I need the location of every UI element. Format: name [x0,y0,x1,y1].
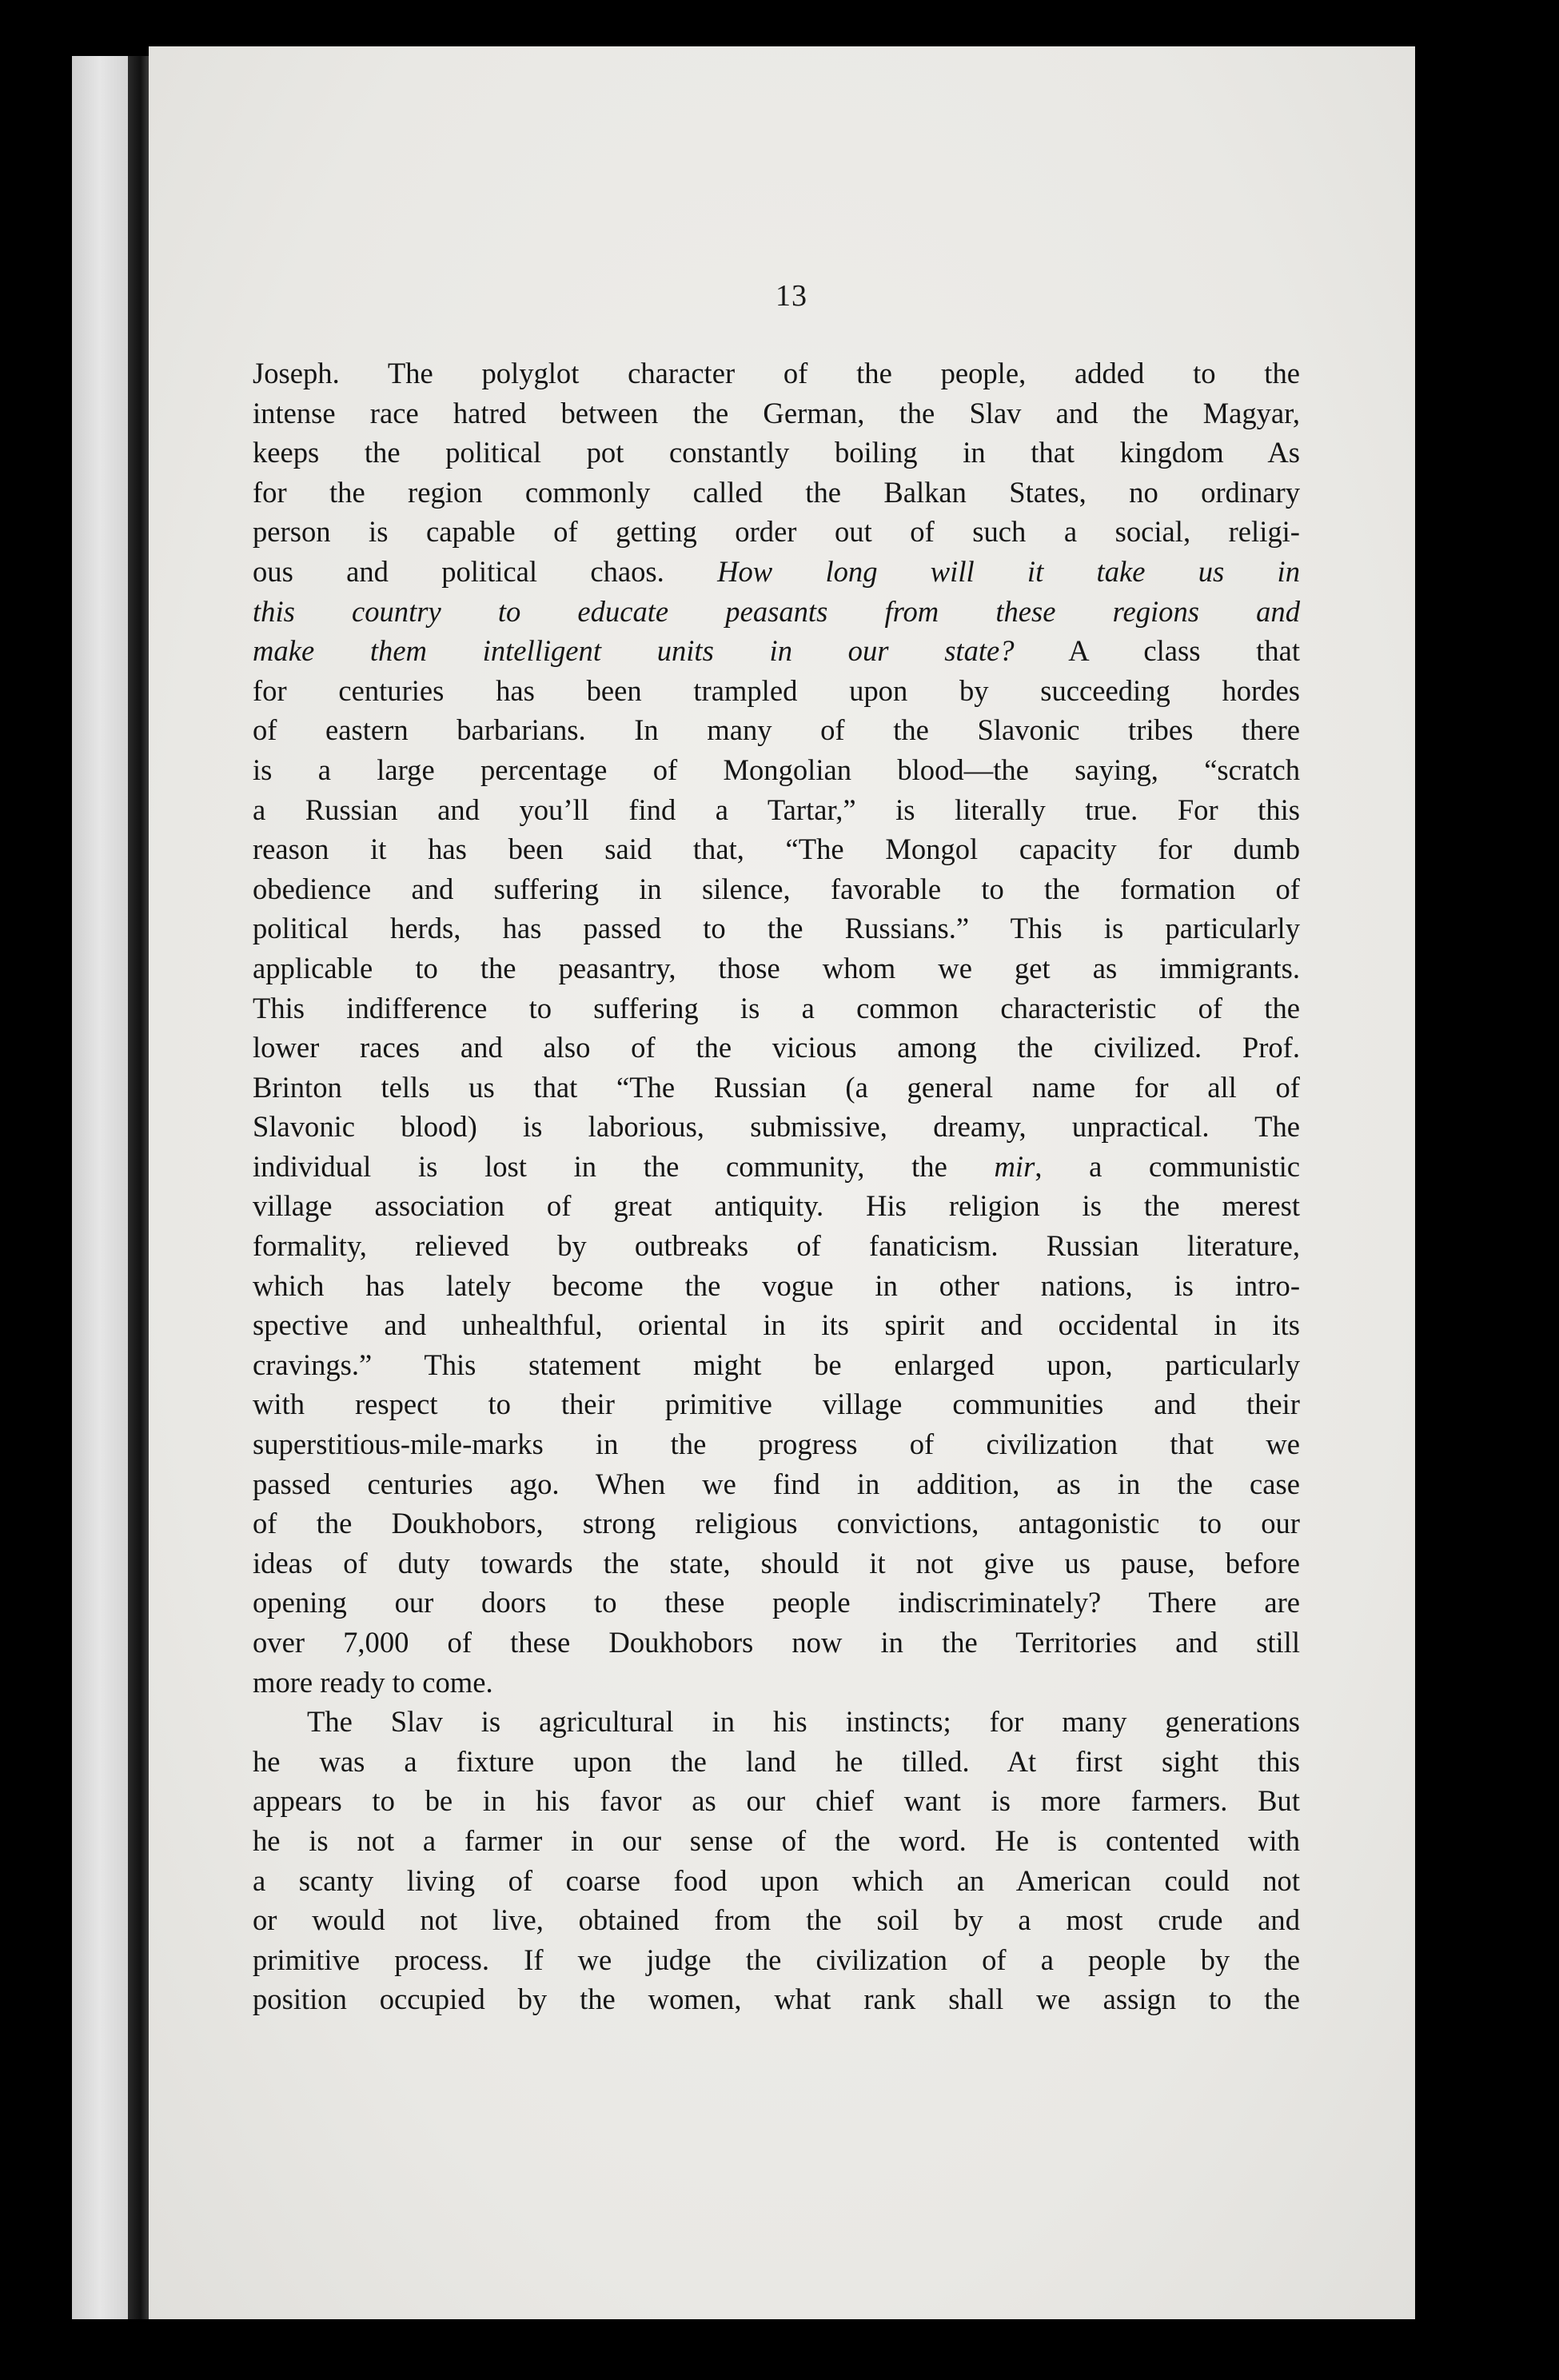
text-run: a Russian and you’ll find a Tartar,” is literally true. For this [253,793,1300,826]
text-run: appears to be in his favor as our chief want is more farmers. But [253,1784,1300,1818]
page-number: 13 [776,279,807,313]
text-line [253,1384,1300,1424]
text-run: with respect to their primitive village communities and their [253,1388,1300,1421]
text-line [253,1821,1300,1861]
text-run: cravings.” This statement might be enlarged upon, particularly [253,1348,1300,1381]
text-run: The Slav is agricultural in his instincts; for many generations [307,1705,1300,1739]
text-line [253,710,1300,750]
text-run: over 7,000 of these Doukhobors now in the Territories and still [253,1626,1300,1659]
text-line [253,631,1300,671]
text-run: passed centuries ago. When we find in addition, as in the case [253,1467,1300,1500]
text-line [253,552,1300,592]
text-line [253,1305,1300,1345]
text-run: ideas of duty towards the state, should it not give us pause, before [253,1546,1300,1579]
text-run: A class that [1014,634,1301,668]
text-run: of eastern barbarians. In many of the Slavonic tribes there [253,713,1300,747]
text-run: individual is lost in the community, the [253,1149,995,1183]
text-line [253,1068,1300,1108]
text-line [253,1543,1300,1583]
text-line [253,1345,1300,1385]
text-line [253,829,1300,869]
text-line [253,908,1300,948]
text-run: of the Doukhobors, strong religious convictions, antagonistic to our [253,1507,1300,1540]
text-run: or would not live, obtained from the soil by a most crude and [253,1903,1300,1937]
text-run: intense race hatred between the German, the Slav and the Magyar, [253,396,1300,429]
text-run: person is capable of getting order out of such a social, religi- [253,515,1300,549]
text-run: Slavonic blood) is laborious, submissive, dreamy, unpractical. The [253,1110,1300,1144]
text-line [253,869,1300,909]
text-line [253,1900,1300,1940]
text-line [253,1623,1300,1663]
text-run: primitive process. If we judge the civilization of a people by the [253,1943,1300,1976]
text-line [253,1424,1300,1464]
text-line [253,1583,1300,1623]
paragraph [253,353,1300,1702]
text-run: spective and unhealthful, oriental in its spirit and occidental in its [253,1308,1300,1342]
text-run: which has lately become the vogue in other nations, is intro- [253,1268,1300,1302]
text-run: superstitious-mile-marks in the progress of civilization that we [253,1428,1300,1461]
text-line [253,790,1300,830]
text-run: for the region commonly called the Balkan States, no ordinary [253,475,1300,509]
text-run: position occupied by the women, what rank shall we assign to the [253,1983,1300,2016]
text-line [253,1028,1300,1068]
text-run: opening our doors to these people indiscriminately? There are [253,1586,1300,1619]
text-line [253,353,1300,393]
text-line [253,1940,1300,1980]
text-line [253,1226,1300,1266]
body-text [253,353,1300,2019]
text-run: village association of great antiquity. His religion is the merest [253,1189,1300,1223]
text-run: he is not a farmer in our sense of the word. He is contented with [253,1823,1300,1857]
text-line [253,750,1300,790]
text-run: ous and political chaos. [253,554,718,588]
text-run: a scanty living of coarse food upon which an American could not [253,1863,1300,1897]
text-line [253,1186,1300,1226]
text-line [253,1464,1300,1504]
text-line [253,592,1300,632]
text-line [253,671,1300,711]
text-line [253,1781,1300,1821]
text-line [253,1702,1300,1742]
text-run: formality, relieved by outbreaks of fanaticism. Russian literature, [253,1229,1300,1263]
text-run: Brinton tells us that “The Russian (a general name for all of [253,1070,1300,1104]
text-run: lower races and also of the vicious among the civilized. Prof. [253,1031,1300,1064]
text-run: Joseph. The polyglot character of the people, added to the [253,357,1300,389]
text-line [253,393,1300,433]
text-run: , a communistic [1035,1149,1300,1183]
binding-edge [72,56,128,2319]
text-run: This indifference to suffering is a common characteristic of the [253,991,1300,1024]
text-run: political herds, has passed to the Russians.” This is particularly [253,912,1300,945]
text-line [253,1742,1300,1782]
italic-text: mir [994,1149,1035,1183]
text-line [253,1503,1300,1543]
text-run: for centuries has been trampled upon by succeeding hordes [253,673,1300,707]
text-run: more ready to come. [253,1665,493,1699]
text-run: keeps the political pot constantly boiling in that kingdom As [253,436,1300,469]
text-run: reason it has been said that, “The Mongol capacity for dumb [253,833,1300,866]
text-run: he was a fixture upon the land he tilled. At first sight this [253,1744,1300,1778]
text-line [253,988,1300,1028]
italic-text: this country to educate peasants from these regions and [253,594,1300,628]
italic-text: How long will it take us in [717,554,1301,588]
text-line [253,1861,1300,1901]
text-line [253,1147,1300,1187]
text-run: obedience and suffering in silence, favorable to the formation of [253,872,1300,905]
text-line [253,1979,1300,2019]
text-line [253,1107,1300,1147]
text-run: is a large percentage of Mongolian blood—the saying, “scratch [253,753,1300,786]
text-line [253,433,1300,473]
text-line [253,1663,1300,1703]
italic-text: make them intelligent units in our state? [253,634,1015,668]
text-line [253,1266,1300,1306]
paragraph [253,1702,1300,2019]
binding-gutter [128,56,149,2319]
text-line [253,512,1300,552]
text-line [253,473,1300,513]
text-line [253,948,1300,988]
text-run: applicable to the peasantry, those whom we get as immigrants. [253,951,1300,984]
